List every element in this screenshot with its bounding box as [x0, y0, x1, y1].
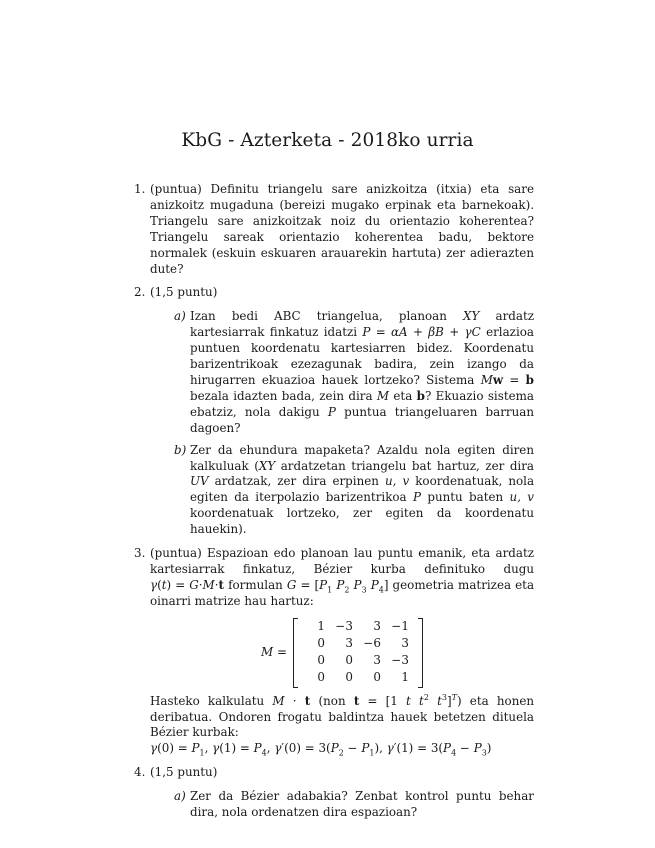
page-title: KbG - Azterketa - 2018ko urria — [181, 130, 474, 151]
question-1 — [134, 182, 534, 277]
subquestion-4a: a) Zer da Bézier adabakia? Zenbat kontrol puntu behar dira, nola ordenatzen dira espazioan? — [174, 789, 534, 820]
subquestion-label: b) — [174, 442, 187, 457]
question-list — [134, 182, 534, 829]
matrix-cell: 1 — [317, 619, 325, 634]
matrix-cell: 0 — [317, 670, 325, 685]
matrix-cell: −3 — [335, 619, 353, 634]
subquestion-label: a) — [174, 789, 186, 804]
matrix-cell: −6 — [363, 636, 381, 651]
matrix-cell: 3 — [373, 619, 381, 634]
subquestion-2b: b) Zer da ehundura mapaketa? Azaldu nola egiten diren kalkuluak (XY ardatzetan triangelu bat hartuz, zer dira UV ardatzak, zer dira erpinen u, v koordenatuak, nola egiten da iterpolazio barizentrikoa P puntu baten u, v koordenatuak lortzeko, zer egiten da koordenatu hauekin). — [174, 442, 535, 537]
matrix-cell: 0 — [317, 636, 325, 651]
question-text: (puntua) Definitu triangelu sare anizkoitza (itxia) eta sare anizkoitz mugaduna (bereizi mugako erpinak eta barnekoak). Triangelu sare anizkoitzak noiz du orientazio koherentea? Triangelu sareak orientazio koherentea badu, bektore normalek (eskuin eskuaren arauarekin hartuta) zer adierazten dute? — [150, 182, 534, 276]
question-number: 3. — [134, 546, 146, 561]
matrix-cell: −3 — [391, 653, 409, 668]
matrix-cell: 0 — [317, 653, 325, 668]
question-points: (1,5 puntu) — [150, 285, 218, 300]
matrix-cell: 0 — [345, 670, 353, 685]
bezier-conditions: $\gamma(0) = P_1$, $\gamma(1) = P_4$, $\gamma'(0) = 3(P_2 - P_1)$, $\gamma'(1) = 3(P_4 - P_3)$ — [150, 741, 492, 758]
question-number: 1. — [134, 182, 146, 196]
question-number: 4. — [134, 765, 146, 780]
matrix-cell: 3 — [373, 653, 381, 668]
question-4 — [134, 765, 534, 821]
question-points: (1,5 puntu) — [150, 765, 218, 780]
subquestion-label: a) — [174, 309, 186, 324]
right-bracket — [418, 618, 423, 688]
matrix-cell: 0 — [345, 653, 353, 668]
question-3: 3. (puntua) Espazioan edo planoan lau puntu emanik, eta ardatz kartesiarrak finkatuz, Bézier kurba definituko dugu γ(t) = G·M·t formulan $G = [P_1$ $P_2$ $P_3$ $P_4$] geometria matrizea eta oinarri matrize hau hartuz: M = 1 −3 3 −1 0 3 −6 3 0 0 3 −3 0 0 0 1 Hasteko kalkulatu M · t (non t = [1 t $t^2$ $t^3]^T$) eta honen deribatua. Ondoren frogatu baldintza hauek betetzen dituela Bézier kurbak: $\gamma(0) = P_1$, $\gamma(1) = P_4$, $\gamma'(0) = 3(P_2 - P_1)$, $\gamma'(1) = 3(P_4 - P_3)$ — [134, 546, 535, 758]
left-bracket — [293, 618, 298, 688]
matrix-cell: 0 — [373, 670, 381, 685]
basis-matrix — [150, 618, 534, 688]
question-number: 2. — [134, 285, 146, 300]
matrix-label: M = — [261, 644, 287, 659]
matrix-cell: 3 — [345, 636, 353, 651]
matrix-cell: −1 — [391, 619, 409, 634]
matrix-table — [302, 619, 414, 687]
question-3-followup: Hasteko kalkulatu M · t (non t = [1 t $t^2$ $t^3]^T$) eta honen deribatua. Ondoren frogatu baldintza hauek betetzen dituela Bézier kurbak: $\gamma(0) = P_1$, $\gamma(1) = P_4$, $\gamma'(0) = 3(P_2 - P_1)$, $\gamma'(1) = 3(P_4 - P_3)$ — [150, 692, 535, 758]
subquestion-2a: a) Izan bedi ABC triangelua, planoan XY ardatz kartesiarrak finkatuz idatzi P = αA + βB + γC erlazioa puntuen koordenatu kartesiarren bidez. Koordenatu barizentrikoak ezezagunak badira, zein izango da hirugarren ekuazioa hauek lortzeko? Sistema Mw = b bezala idazten bada, zein dira M eta b? Ekuazio sistema ebatziz, nola dakigu P puntua triangeluaren barruan dagoen? — [174, 309, 535, 435]
matrix-cell: 1 — [401, 670, 409, 685]
matrix-cell: 3 — [401, 636, 409, 651]
question-2 — [134, 285, 534, 538]
